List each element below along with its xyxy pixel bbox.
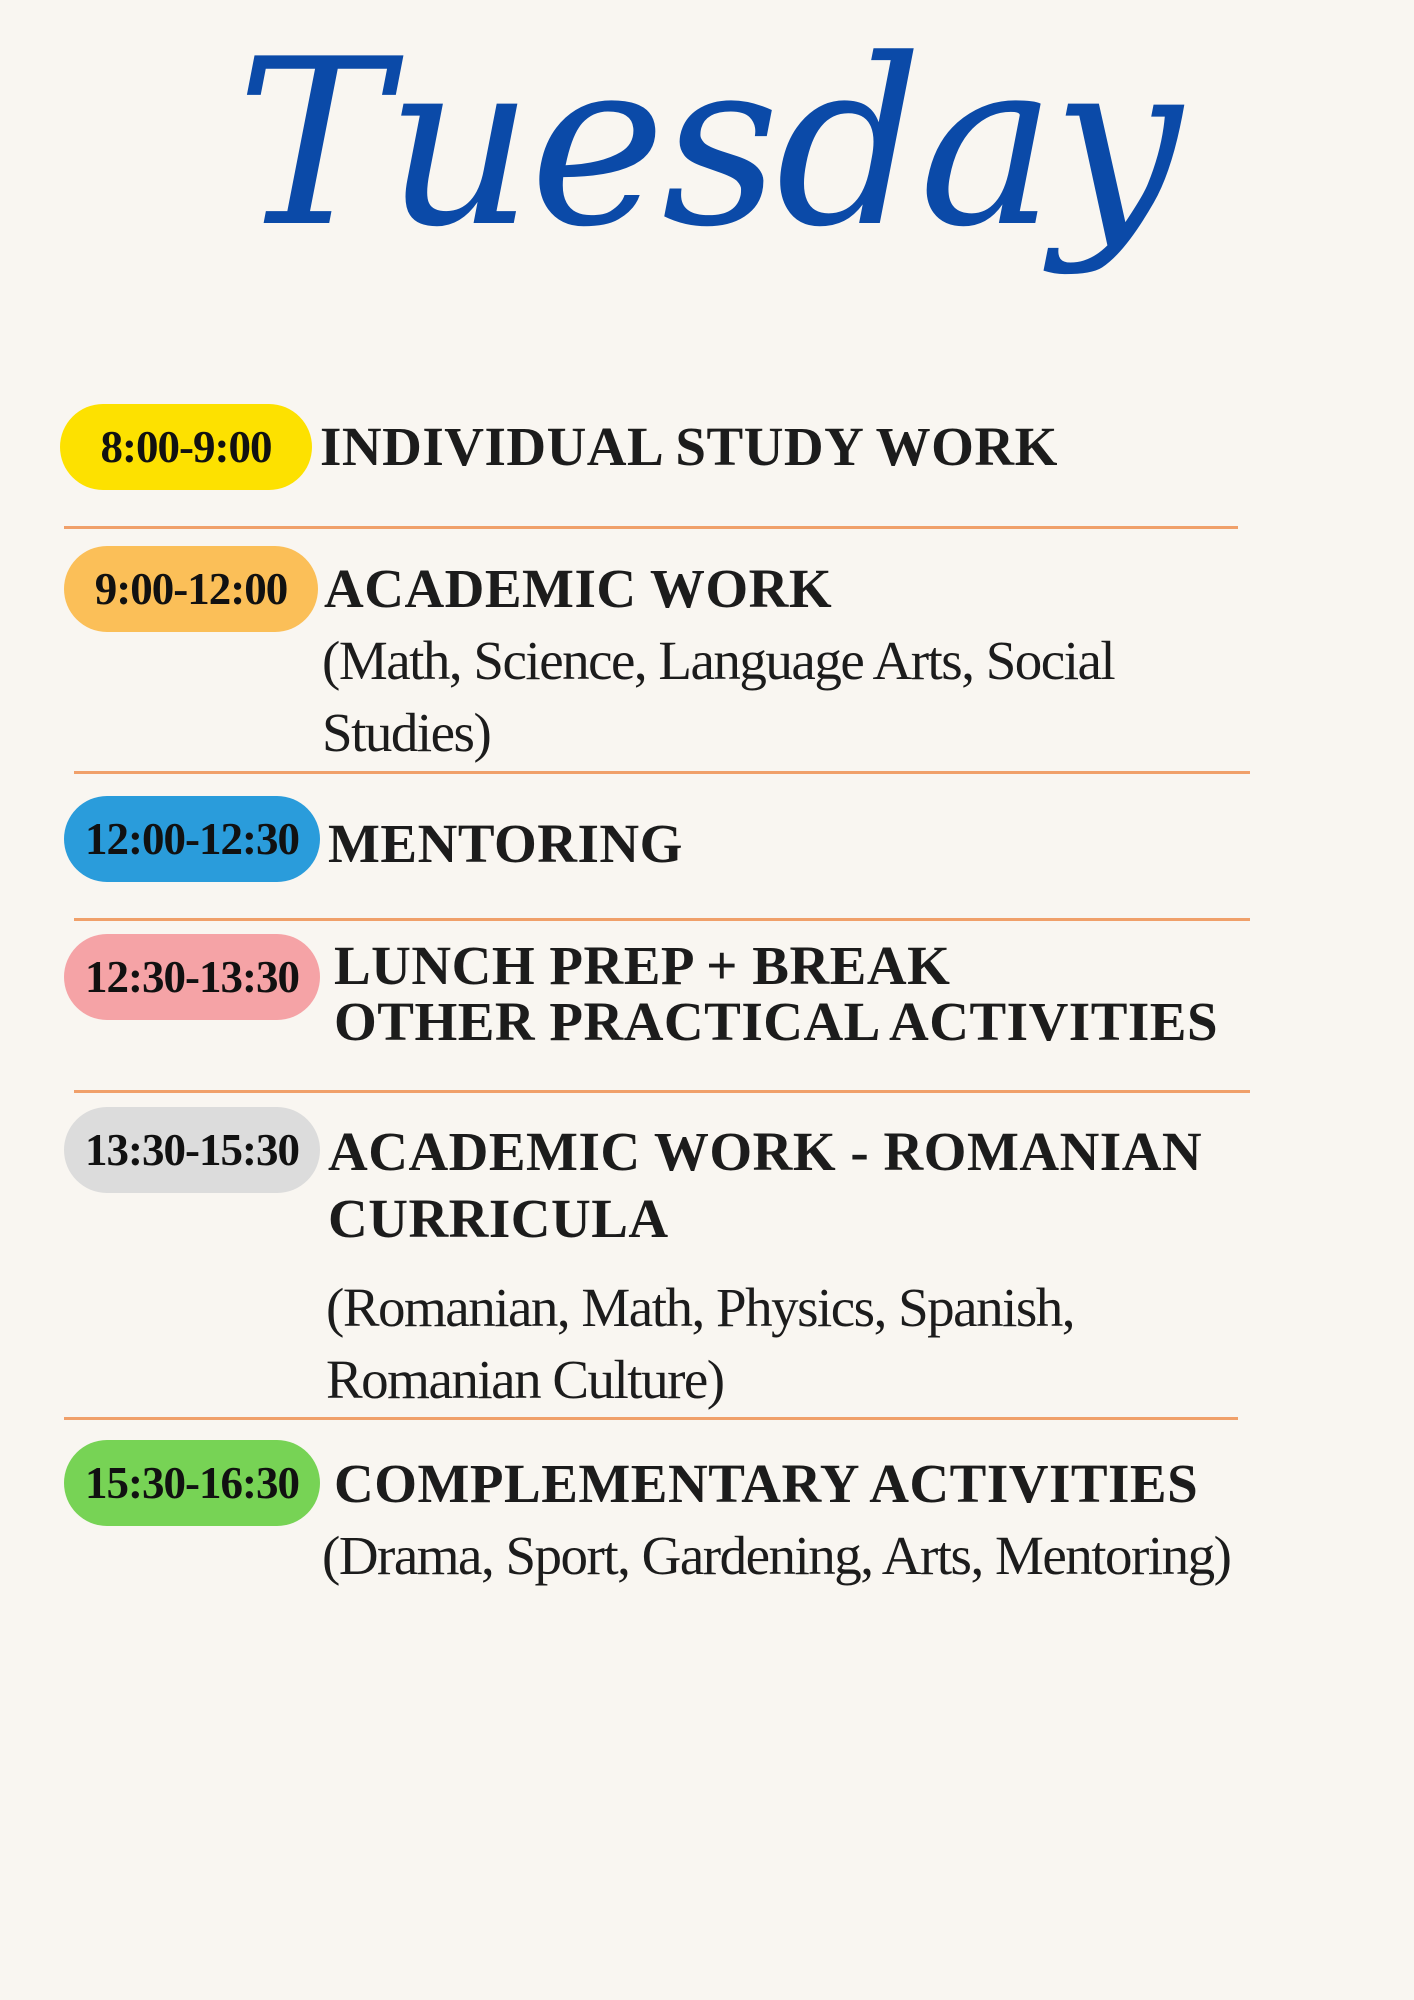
divider [74,918,1250,921]
activity-title: ACADEMIC WORK [324,558,833,619]
divider [74,1090,1250,1093]
divider [74,771,1250,774]
activity-details: (Drama, Sport, Gardening, Arts, Mentoring) [322,1525,1231,1586]
divider [64,526,1238,529]
time-badge: 9:00-12:00 [64,546,318,632]
time-badge: 12:30-13:30 [64,934,320,1020]
activity-title: COMPLEMENTARY ACTIVITIES [334,1453,1199,1514]
activity-title-line: LUNCH PREP + BREAK [334,935,951,996]
time-badge: 12:00-12:30 [64,796,320,882]
activity-details: (Math, Science, Language Arts, Social Studies) [322,630,1115,763]
time-badge: 8:00-9:00 [60,404,312,490]
divider [64,1417,1238,1420]
time-badge: 13:30-15:30 [64,1107,320,1193]
activity-title: MENTORING [328,813,683,874]
activity-title-line: OTHER PRACTICAL ACTIVITIES [334,991,1219,1052]
time-badge: 15:30-16:30 [64,1440,320,1526]
activity-details: (Romanian, Math, Physics, Spanish, Romanian Culture) [326,1277,1075,1410]
activity-title: ACADEMIC WORK - ROMANIAN CURRICULA [328,1121,1203,1250]
page-title: Tuesday [236,11,1178,278]
activity-title: INDIVIDUAL STUDY WORK [320,416,1058,477]
